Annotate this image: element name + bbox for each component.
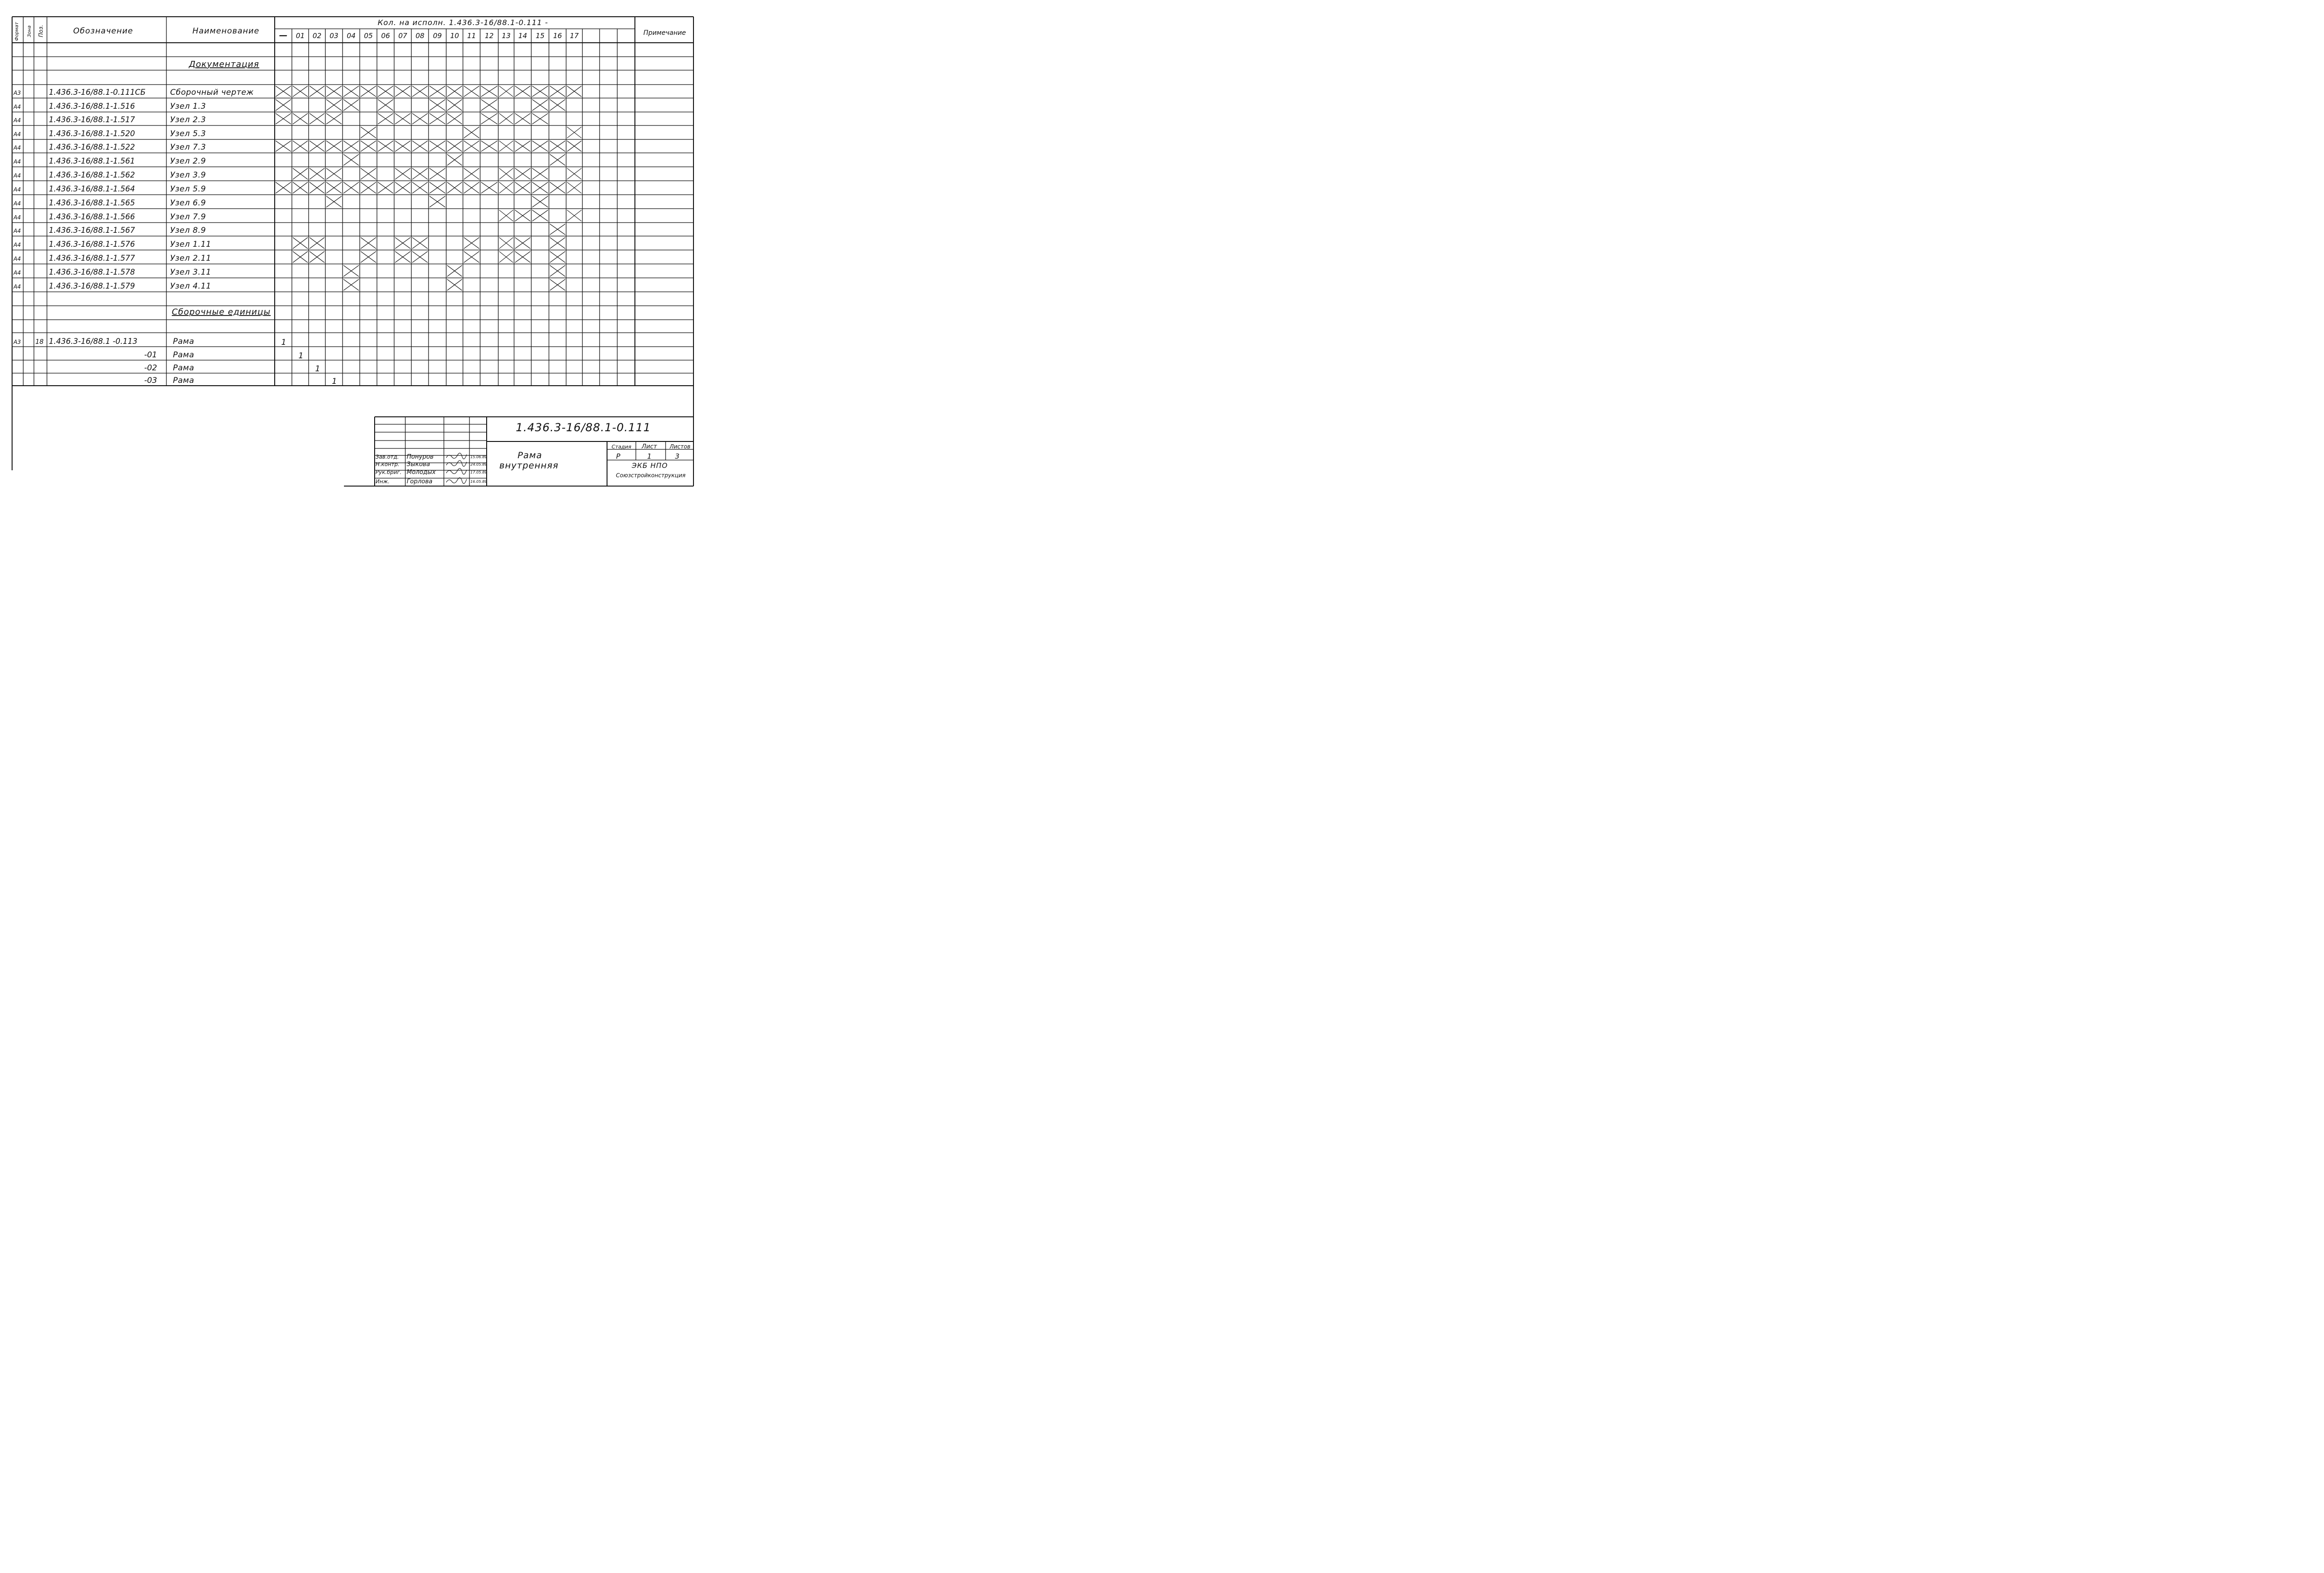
header-note: Примечание <box>643 29 686 37</box>
row-designation: 1.436.3-16/88.1-1.564 <box>49 184 135 193</box>
assembly-row <box>144 363 320 374</box>
row-format: А4 <box>13 131 21 138</box>
row-format: А3 <box>13 90 21 96</box>
row-format: А4 <box>13 104 21 110</box>
row-designation: 1.436.3-16/88.1-1.579 <box>49 282 135 290</box>
signature-scribble <box>446 453 467 459</box>
drawing-sheet <box>0 0 722 487</box>
variant-label: 15 <box>535 32 545 40</box>
row-name: Узел 1.11 <box>170 240 211 249</box>
signature-scribble <box>446 478 467 484</box>
row-designation: 1.436.3-16/88.1-0.111СБ <box>49 88 146 97</box>
row-designation: 1.436.3-16/88.1-1.562 <box>49 171 135 179</box>
title-line2: внутренняя <box>499 461 559 471</box>
variant-label: 06 <box>381 32 390 40</box>
row-format: А4 <box>13 186 21 193</box>
doc-row <box>13 154 565 166</box>
signature-role: Рук.бриг. <box>376 469 402 475</box>
org-line1: ЭКБ НПО <box>632 461 668 470</box>
row-qty: 1 <box>315 364 320 374</box>
row-format: А3 <box>13 339 21 345</box>
section-documentation: Документация <box>189 59 259 69</box>
variant-label: 04 <box>346 32 356 40</box>
signature-name: Понуров <box>407 454 434 461</box>
row-format: А4 <box>13 242 21 248</box>
header-pos: Поз. <box>38 25 44 37</box>
row-format: А4 <box>13 117 21 124</box>
org-line2: Союзстройконструкция <box>616 472 686 479</box>
doc-row <box>13 237 565 249</box>
signature-rows <box>376 453 487 485</box>
row-name: Узел 6.9 <box>170 198 206 208</box>
row-designation: 1.436.3-16/88.1-1.578 <box>49 268 135 276</box>
documentation-rows <box>13 86 581 291</box>
row-name: Рама <box>173 350 194 360</box>
header-zone: Зона <box>27 25 32 37</box>
row-name: Узел 2.3 <box>170 115 206 125</box>
sheets-value: 3 <box>675 452 680 461</box>
signature-scribble <box>446 468 467 474</box>
signature-date: 24.05.89 <box>470 462 487 467</box>
sheet-label: Лист <box>641 443 657 450</box>
signature-scribble <box>446 461 467 467</box>
row-qty: 1 <box>298 351 304 361</box>
doc-row <box>13 182 581 194</box>
signature-row <box>376 461 487 468</box>
row-designation: -03 <box>144 376 157 385</box>
sheet-value: 1 <box>647 452 652 461</box>
row-designation: 1.436.3-16/88.1-1.577 <box>49 254 135 263</box>
doc-row <box>13 127 581 138</box>
row-name: Рама <box>173 376 194 385</box>
title-block <box>344 417 693 486</box>
doc-row <box>13 86 581 97</box>
signature-name: Молодых <box>407 469 436 476</box>
header-format: Формат <box>14 22 20 41</box>
assembly-row <box>144 350 304 361</box>
signature-date: 16.05.89 <box>470 480 487 484</box>
row-name: Узел 2.11 <box>170 254 211 263</box>
row-name: Рама <box>173 363 194 373</box>
row-name: Узел 5.3 <box>170 129 206 138</box>
row-name: Узел 7.9 <box>170 212 206 222</box>
variant-label: 03 <box>329 32 339 40</box>
signature-name: Зыкова <box>407 461 430 468</box>
doc-row <box>13 113 548 125</box>
stage-label: Стадия <box>611 444 632 450</box>
variant-label: 14 <box>518 32 528 40</box>
variant-label: 09 <box>433 32 442 40</box>
doc-row <box>13 224 565 235</box>
row-name: Узел 4.11 <box>170 282 211 291</box>
signature-role: Инж. <box>376 478 390 485</box>
row-designation: 1.436.3-16/88.1-1.565 <box>49 198 135 207</box>
doc-row <box>13 279 565 291</box>
stage-value: Р <box>616 452 621 461</box>
signature-date: 17.05.89 <box>470 470 487 474</box>
variant-label: — <box>279 31 288 40</box>
doc-row <box>13 168 581 180</box>
variant-label: 16 <box>553 32 562 40</box>
doc-row <box>13 251 565 263</box>
row-name: Рама <box>173 337 194 346</box>
row-pos: 18 <box>35 338 44 346</box>
section-assembly-units: Сборочные единицы <box>172 307 271 317</box>
signature-row <box>376 478 487 485</box>
header-variants-title: Кол. на исполн. 1.436.3-16/88.1-0.111 - <box>377 18 548 27</box>
assembly-row <box>13 337 286 347</box>
row-format: А4 <box>13 270 21 276</box>
row-designation: 1.436.3-16/88.1-1.561 <box>49 157 135 165</box>
row-name: Узел 8.9 <box>170 226 206 235</box>
doc-row <box>13 210 581 222</box>
assembly-rows <box>13 337 337 386</box>
signature-name: Горлова <box>407 478 433 485</box>
row-format: А4 <box>13 214 21 221</box>
signature-row <box>376 468 487 476</box>
variant-label: 05 <box>363 32 373 40</box>
row-designation: 1.436.3-16/88.1-1.567 <box>49 226 135 235</box>
signature-role: Зав.отд. <box>376 454 399 460</box>
row-name: Узел 5.9 <box>170 184 206 194</box>
row-name: Сборочный чертеж <box>170 88 254 97</box>
row-designation: 1.436.3-16/88.1-1.517 <box>49 115 135 124</box>
row-format: А4 <box>13 283 21 290</box>
row-designation: 1.436.3-16/88.1-1.516 <box>49 102 135 111</box>
variant-label: 17 <box>569 32 579 40</box>
doc-row <box>13 196 548 208</box>
variant-label: 10 <box>450 32 459 40</box>
row-name: Узел 3.11 <box>170 268 211 277</box>
row-format: А4 <box>13 172 21 179</box>
row-name: Узел 7.3 <box>170 143 206 152</box>
row-format: А4 <box>13 145 21 151</box>
header-name: Наименование <box>192 26 260 36</box>
row-qty: 1 <box>281 338 286 347</box>
table-header <box>14 18 686 41</box>
signature-date: 15.06.89 <box>470 455 487 459</box>
row-designation: -02 <box>144 363 157 373</box>
sheet-frame <box>12 17 693 486</box>
variant-label: 11 <box>467 32 476 40</box>
variant-label: 01 <box>296 32 305 40</box>
variant-label: 08 <box>415 32 425 40</box>
title-line1: Рама <box>517 450 542 461</box>
row-designation: 1.436.3-16/88.1 -0.113 <box>49 337 138 346</box>
row-designation: -01 <box>144 350 157 360</box>
row-designation: 1.436.3-16/88.1-1.522 <box>49 143 135 151</box>
header-designation: Обозначение <box>73 26 133 36</box>
doc-row <box>13 99 565 111</box>
variant-label: 02 <box>312 32 322 40</box>
row-qty: 1 <box>332 377 337 386</box>
doc-row <box>13 141 581 152</box>
doc-number: 1.436.3-16/88.1-0.111 <box>515 421 651 434</box>
doc-row <box>13 265 565 277</box>
row-name: Узел 1.3 <box>170 102 206 111</box>
row-format: А4 <box>13 200 21 207</box>
row-designation: 1.436.3-16/88.1-1.576 <box>49 240 135 249</box>
signature-role: Н.контр. <box>376 461 400 467</box>
variant-label: 12 <box>484 32 494 40</box>
sheets-label: Листов <box>669 443 691 450</box>
row-designation: 1.436.3-16/88.1-1.520 <box>49 129 135 138</box>
row-name: Узел 2.9 <box>170 157 206 166</box>
variant-labels <box>279 31 579 40</box>
row-format: А4 <box>13 256 21 262</box>
row-designation: 1.436.3-16/88.1-1.566 <box>49 212 135 221</box>
row-format: А4 <box>13 228 21 234</box>
row-format: А4 <box>13 158 21 165</box>
row-name: Узел 3.9 <box>170 171 206 180</box>
variant-label: 13 <box>502 32 511 40</box>
signature-row <box>376 453 487 461</box>
assembly-row <box>144 376 337 386</box>
variant-label: 07 <box>398 32 408 40</box>
